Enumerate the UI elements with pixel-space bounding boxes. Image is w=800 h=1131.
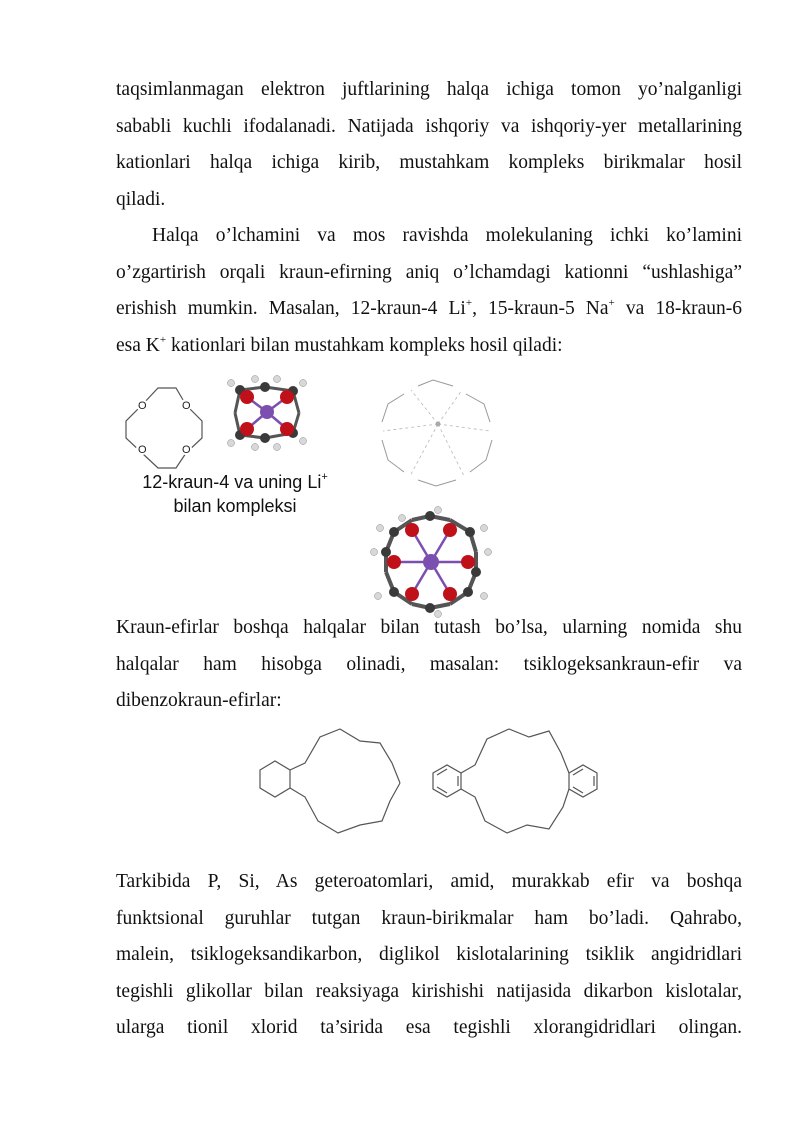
text-line: funktsional guruhlar tutgan kraun-birikmalar ham bo’ladi. Qahrabo, — [116, 907, 742, 929]
oxygen-label: O — [138, 400, 147, 412]
text-line: Kraun-efirlar boshqa halqalar bilan tutash bo’lsa, ularning nomida shu — [116, 617, 742, 638]
text-run: va 18-kraun-6 — [614, 298, 742, 319]
superscript-charge: + — [321, 471, 328, 483]
text-line: Tarkibida P, Si, As geteroatomlari, amid, murakkab efir va boshqa — [116, 871, 742, 892]
paragraph-2 — [116, 218, 742, 364]
oxygen-label: O — [138, 444, 147, 456]
text-line: halqalar ham hisobga olinadi, masalan: tsiklogeksankraun-efir va — [116, 653, 742, 675]
oxygen-label: O — [182, 444, 191, 456]
paragraph-3 — [116, 610, 742, 720]
figure-caption — [120, 470, 350, 518]
text-line: tegishli glikollar bilan reaksiyaga kirishishi natijasida dikarbon kislotalar, — [116, 980, 742, 1002]
text-line — [116, 291, 742, 328]
superscript-charge: + — [159, 333, 167, 346]
superscript-charge: + — [608, 297, 615, 309]
text-line — [116, 328, 742, 365]
dibenzo-crown-structure — [425, 725, 605, 840]
text-run: kationlari bilan mustahkam kompleks hosil qiladi: — [166, 334, 563, 356]
oxygen-label: O — [182, 400, 191, 412]
text-line: sababli kuchli ifodalanadi. Natijada ishqoriy va ishqoriy-yer metallarining — [116, 115, 742, 137]
caption-line: bilan kompleksi — [173, 496, 297, 516]
paragraph-4 — [116, 864, 742, 1047]
crown-18-6-structure — [378, 376, 498, 491]
k-complex-model — [372, 512, 492, 612]
text-line: dibenzokraun-efirlar: — [116, 690, 282, 711]
text-run: erishish mumkin. Masalan, 12-kraun-4 Li — [116, 298, 466, 319]
text-line: taqsimlanmagan elektron juftlarining halqa ichiga tomon yo’nalganligi — [116, 79, 742, 100]
crown-12-4-structure — [118, 383, 208, 473]
text-line: malein, tsiklogeksandikarbon, diglikol kislotalarining tsiklik angidridlari — [116, 944, 742, 965]
text-run: esa K — [116, 334, 160, 356]
cyclohexano-crown-structure — [250, 725, 405, 840]
paragraph-1 — [116, 72, 742, 218]
caption-line — [120, 470, 350, 494]
text-line: ularga tionil xlorid ta’sirida esa tegishli xlorangidridlari olingan. — [116, 1017, 742, 1038]
superscript-charge: + — [465, 297, 473, 309]
text-line: kationlari halqa ichiga kirib, mustahkam kompleks birikmalar hosil — [116, 152, 742, 173]
text-run: , 15-kraun-5 Na — [472, 298, 609, 319]
text-line: qiladi. — [116, 188, 166, 210]
caption-text: 12-kraun-4 va uning Li — [142, 472, 322, 492]
text-line: o’zgartirish orqali kraun-efirning aniq o’lchamdagi kationni “ushlashiga” — [116, 261, 742, 283]
li-complex-model — [225, 375, 310, 450]
text-line: Halqa o’lchamini va mos ravishda molekulaning ichki ko’lamini — [152, 225, 742, 246]
